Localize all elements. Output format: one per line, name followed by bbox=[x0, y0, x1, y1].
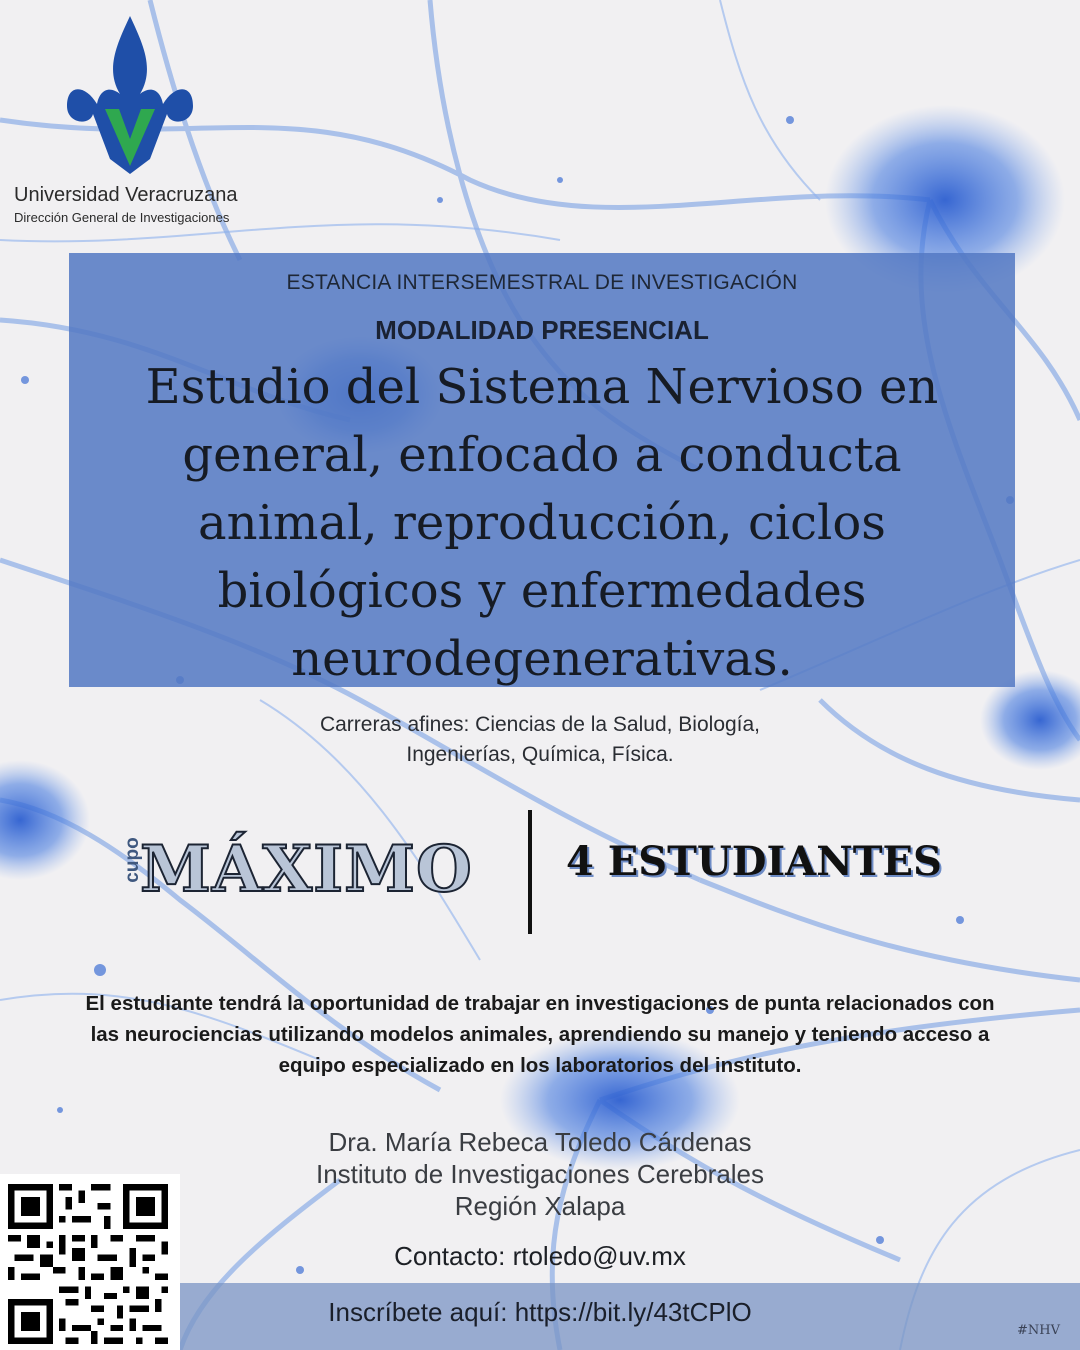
related-careers bbox=[240, 710, 840, 770]
qr-code[interactable] bbox=[0, 1174, 180, 1350]
students-count: 4 ESTUDIANTES bbox=[566, 838, 942, 885]
registration-bar bbox=[180, 1283, 1080, 1350]
cupo-label: cupo bbox=[122, 837, 143, 883]
uv-logo bbox=[10, 14, 260, 234]
program-eyebrow: ESTANCIA INTERSEMESTRAL DE INVESTIGACIÓN bbox=[286, 271, 798, 294]
maximo-label: MÁXIMO bbox=[140, 832, 473, 907]
uv-emblem-icon bbox=[65, 14, 195, 174]
qr-code-icon bbox=[8, 1184, 168, 1344]
researcher-name: Dra. María Rebeca Toledo Cárdenas bbox=[328, 1127, 752, 1157]
careers-line-1: Carreras afines: Ciencias de la Salud, Biología, bbox=[319, 713, 761, 736]
program-description: El estudiante tendrá la oportunidad de trabajar en investigaciones de punta relacionados con las neurociencias utilizando modelos animales, aprendiendo su manejo y teniendo acceso a equipo especializado en los laboratorios del instituto. bbox=[85, 992, 995, 1077]
organization-name: Universidad Veracruzana bbox=[14, 184, 238, 206]
contact-email[interactable]: Contacto: rtoledo@uv.mx bbox=[394, 1241, 686, 1271]
institute-name: Instituto de Investigaciones Cerebrales bbox=[315, 1159, 765, 1189]
registration-link[interactable]: Inscríbete aquí: https://bit.ly/43tCPlO bbox=[328, 1297, 752, 1327]
careers-line-2: Ingenierías, Química, Física. bbox=[406, 743, 674, 766]
program-modality: MODALIDAD PRESENCIAL bbox=[375, 315, 709, 345]
program-title: Estudio del Sistema Nervioso en general, enfocado a conducta animal, reproducción, ciclos biológicos y enfermedades neurodegenerativas. bbox=[145, 359, 939, 687]
contact-block bbox=[240, 1126, 840, 1222]
capacity-divider bbox=[528, 810, 532, 934]
region-name: Región Xalapa bbox=[454, 1191, 626, 1221]
title-panel bbox=[69, 253, 1015, 687]
hashtag: #NHV bbox=[1017, 1323, 1060, 1338]
organization-department: Dirección General de Investigaciones bbox=[14, 210, 230, 225]
